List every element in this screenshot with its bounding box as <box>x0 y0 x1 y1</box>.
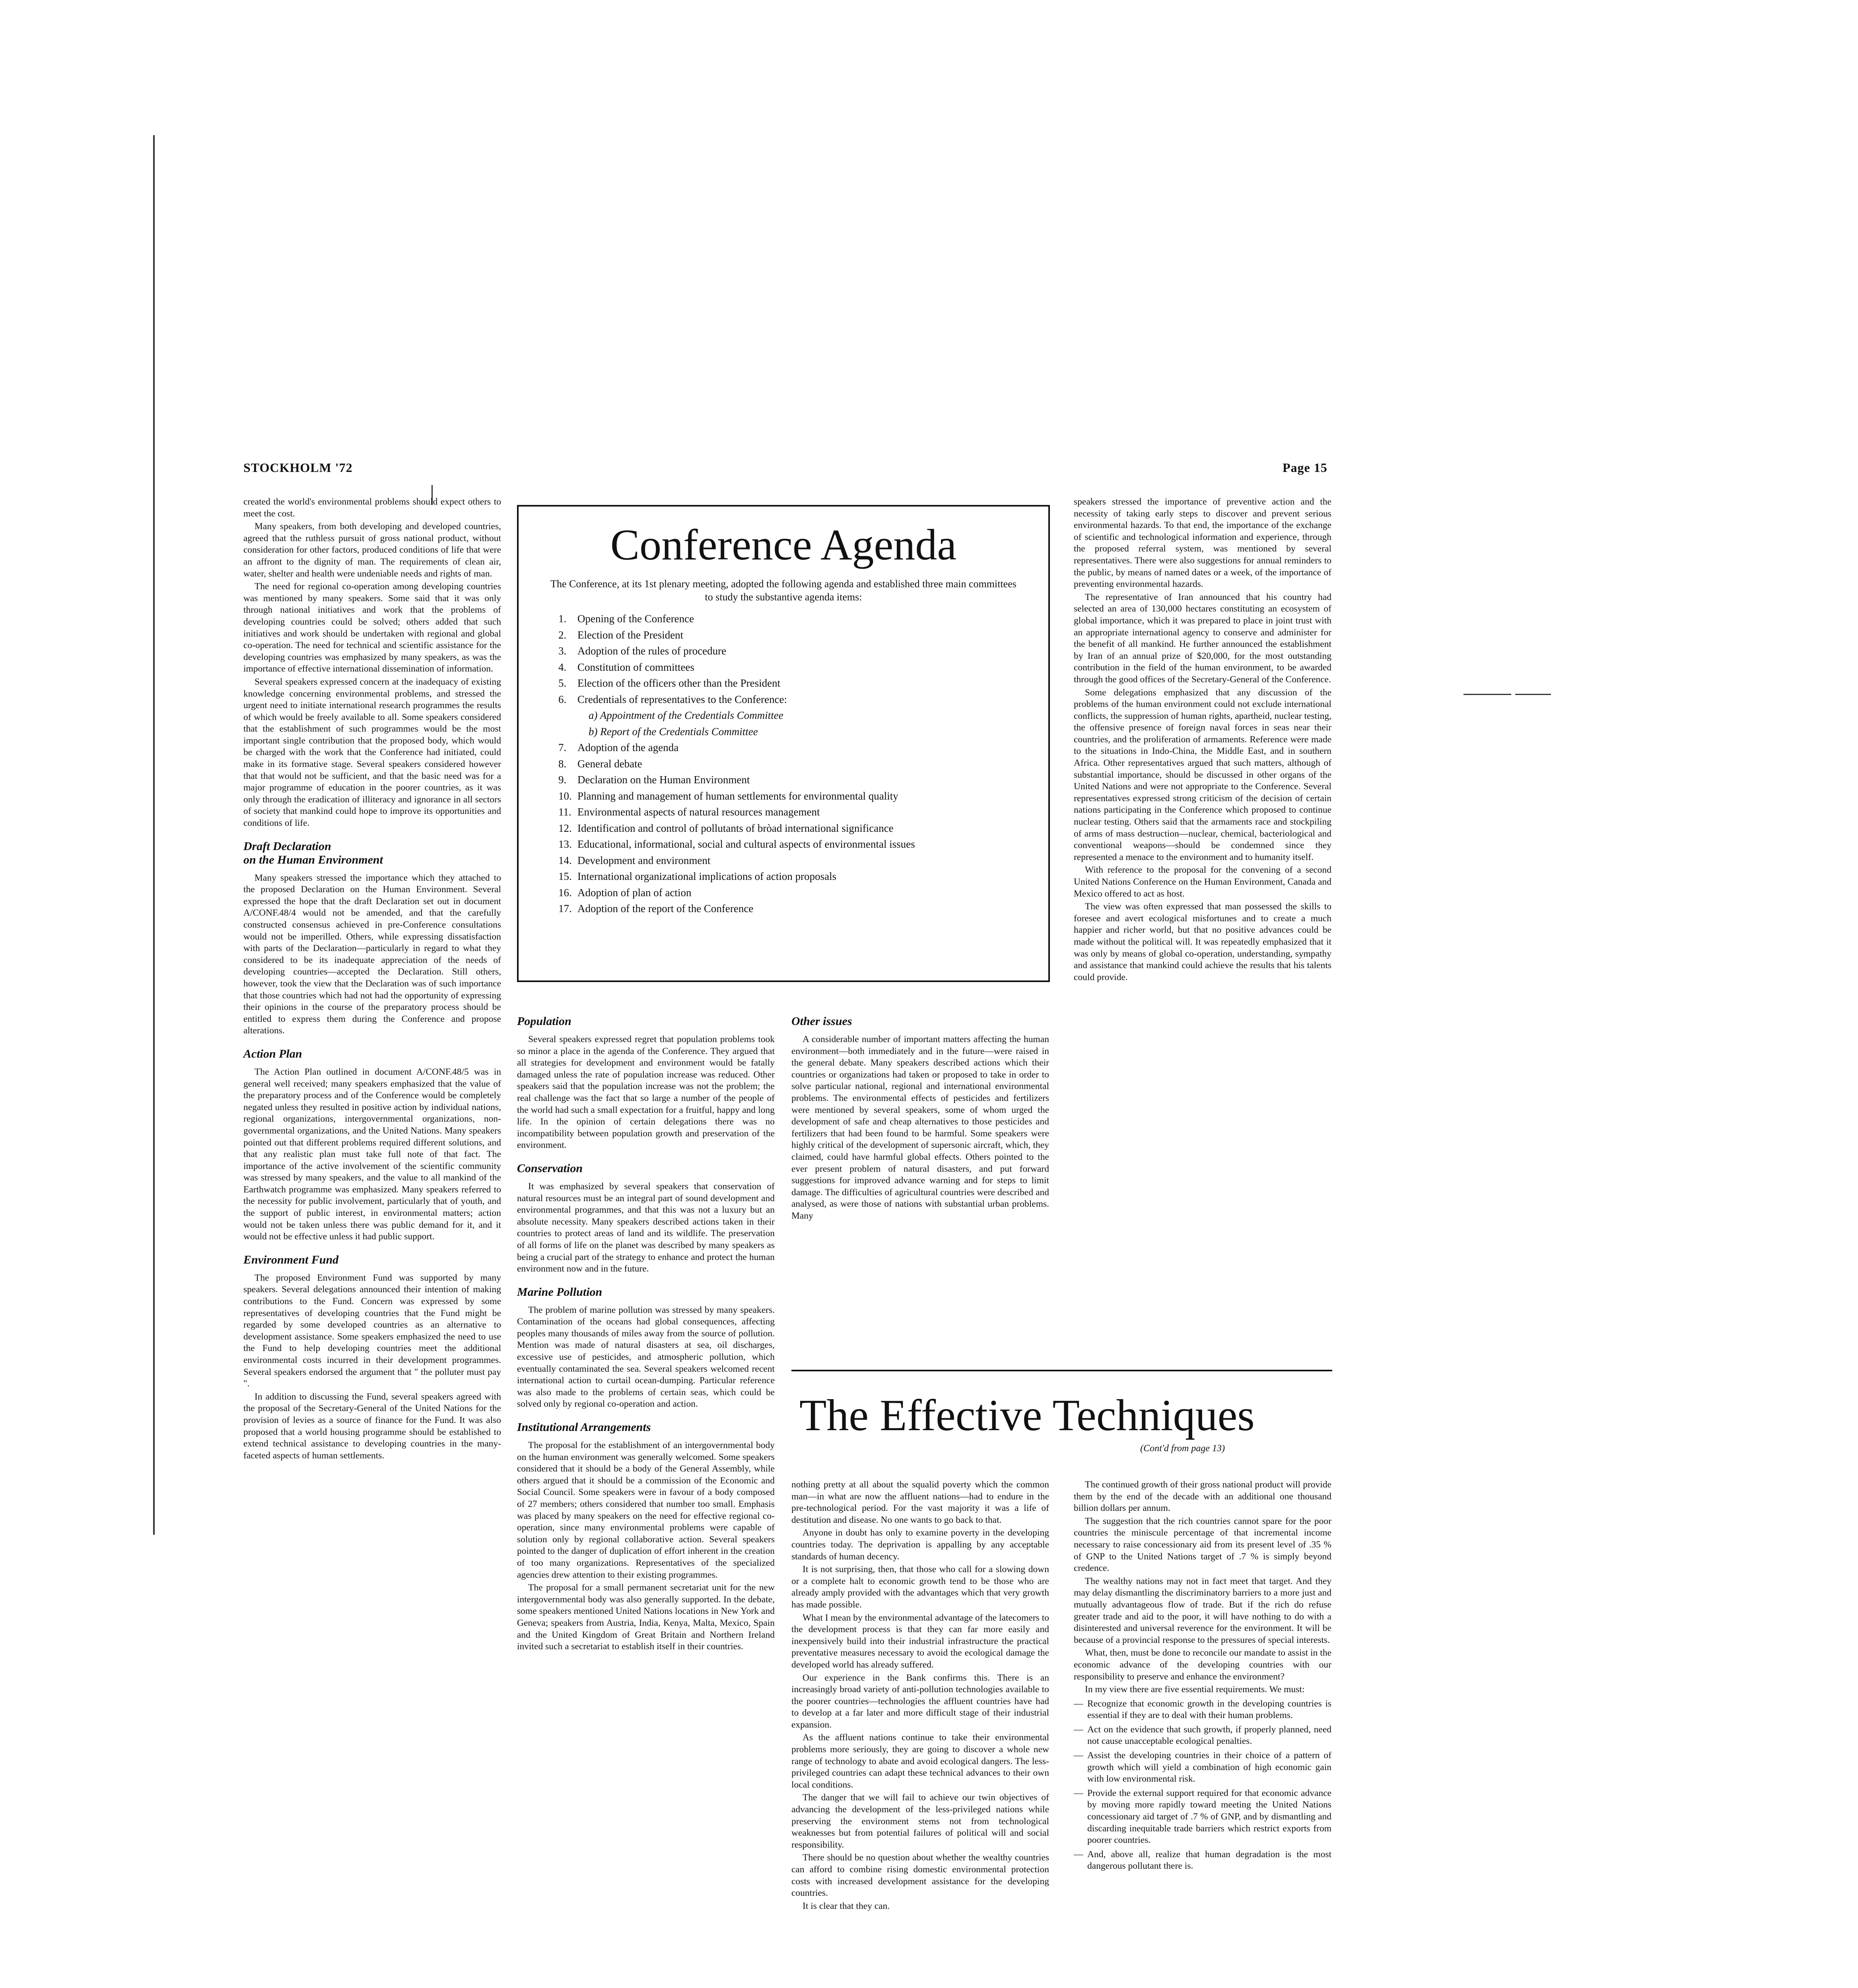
agenda-item: 4. Constitution of committees <box>558 661 694 673</box>
paragraph: The proposal for the establishment of an intergovernmental body on the human environment was generally welcomed. Some speakers considered that it should be a body of the General Assembly, while others argued that it should be a commission of the Economic and Social Council. Some speakers were in favour of a body composed of 27 members; others considered that number too small. Emphasis was placed by many speakers on the need for effective regional co-operation, since many environmental problems were capable of solution only by regional collaborative action. Several speakers pointed to the danger of duplication of effort inherent in the creation of too many organizations. Representatives of the specialized agencies drew attention to their existing programmes. <box>517 1440 775 1580</box>
heading-line: Draft Declaration <box>243 839 331 853</box>
paragraph: In my view there are five essential requirements. We must: <box>1085 1684 1305 1695</box>
paragraph: What I mean by the environmental advantage of the latecomers to the development process is that they can far more easily and inexpensively build into their industrial infrastructure the practical preventative measures necessary to avoid the ecological damage the developed world has already suffered. <box>791 1612 1049 1670</box>
agenda-subitem: b) Report of the Credentials Committee <box>589 725 758 738</box>
paragraph: There should be no question about whether the wealthy countries can afford to combine rising domestic environmental protection costs with increased development assistance for the developing countries. <box>791 1852 1049 1899</box>
section-heading-action-plan: Action Plan <box>243 1047 302 1060</box>
agenda-item: 15. International organizational implications of action proposals <box>558 870 837 882</box>
paragraph: With reference to the proposal for the convening of a second United Nations Conference on the Human Environment, Canada and Mexico offered to act as host. <box>1074 865 1331 899</box>
requirement-item: — Recognize that economic growth in the developing countries is essential if they are to deal with their human problems. <box>1074 1698 1331 1721</box>
paragraph: The suggestion that the rich countries cannot spare for the poor countries the miniscule percentage of that incremental income necessary to raise concessionary aid from its present level of .35 % of GNP to the United Nations target of .7 % is simply beyond credence. <box>1074 1516 1331 1574</box>
agenda-item: 12. Identification and control of pollutants of bròad international significance <box>558 822 894 834</box>
requirement-item: — Act on the evidence that such growth, if properly planned, need not cause unacceptable ecological penalties. <box>1074 1724 1331 1747</box>
section-heading-institutional-arrangements: Institutional Arrangements <box>517 1421 651 1434</box>
requirement-item: — And, above all, realize that human degradation is the most dangerous pollutant there is. <box>1074 1849 1331 1872</box>
agenda-intro: The Conference, at its 1st plenary meeting, adopted the following agenda and established three main committees to study the substantive agenda items: <box>550 578 1016 603</box>
paragraph: In addition to discussing the Fund, several speakers agreed with the proposal of the Secretary-General of the United Nations for the provision of levies as a source of finance for the Fund. It was also proposed that a world housing programme should be established to extend technical assistance to developing countries in the many-faceted aspects of human settlements. <box>243 1391 501 1461</box>
paragraph: Several speakers expressed concern at the inadequacy of existing knowledge concerning environmental problems, and stressed the urgent need to initiate international research programmes the results of which would be freely available to all. Some speakers considered that the establishment of such programmes would be the most important single contribution that the proposed body, which would be charged with the work that the Conference had initiated, could make in its formative stage. Several speakers considered however that that would not be sufficient, and that the basic need was for a major programme of education in the poorer countries, as it was only through the eradication of illiteracy and ignorance in all sectors of society that mankind could hope to improve its opportunities and conditions of life. <box>243 676 501 829</box>
running-head-left: STOCKHOLM '72 <box>243 460 353 475</box>
paragraph: What, then, must be done to reconcile our mandate to assist in the economic advance of the developing countries with our responsibility to preserve and enhance the environment? <box>1074 1648 1331 1682</box>
agenda-item: 17. Adoption of the report of the Conference <box>558 903 754 914</box>
section-heading-environment-fund: Environment Fund <box>243 1253 339 1266</box>
section-heading-population: Population <box>517 1015 571 1028</box>
agenda-item: 1. Opening of the Conference <box>558 613 694 625</box>
paragraph: speakers stressed the importance of preventive action and the necessity of taking early steps to discover and prevent serious environmental hazards. To that end, the importance of the exchange of scientific and technological information and experience, through the proposed referral system, was mentioned by several representatives. There were also suggestions for annual reminders to the public, by means of named dates or a week, of the importance of preventing environmental hazards. <box>1074 497 1331 590</box>
paragraph: The representative of Iran announced that his country had selected an area of 130,000 hectares constituting an ecosystem of global importance, which it was prepared to place in joint trust with an appropriate international agency to conserve and administer for the benefit of all mankind. He further announced the establishment by Iran of an annual prize of $20,000, for the most outstanding contribution in the field of the human environment, to be awarded through the good offices of the Secretary-General of the Conference. <box>1074 592 1331 685</box>
paragraph: The Action Plan outlined in document A/CONF.48/5 was in general well received; many speakers emphasized that the value of the preparatory process and of the Conference would be completely negated unless they resulted in positive action by individual nations, regional organizations, intergovernmental organizations, non-governmental organizations, and the United Nations. Many speakers pointed out that different problems required different solutions, and that any realistic plan must take full note of that fact. The importance of the active involvement of the scientific community was stressed by many speakers, and the value to all mankind of the Earthwatch programme was emphasized. Many speakers referred to the necessity for public involvement, particularly that of youth, and the support of public interest, in environmental matters; action would not be taken unless there was public demand for it, and it would not be effective unless it had public support. <box>243 1066 501 1242</box>
agenda-item: 14. Development and environment <box>558 854 711 866</box>
section-rule <box>791 1370 1332 1371</box>
paragraph: It is not surprising, then, that those who call for a slowing down or a complete halt to economic growth tend to be those who are already amply provided with the advantages which that very growth has made possible. <box>791 1564 1049 1610</box>
page-number: Page 15 <box>1283 460 1327 475</box>
conference-agenda-box <box>517 505 1050 982</box>
paragraph: Anyone in doubt has only to examine poverty in the developing countries today. The deprivation is appalling by any acceptable standards of human decency. <box>791 1528 1049 1562</box>
column-1 <box>243 496 501 1463</box>
agenda-subitem: a) Appointment of the Credentials Committee <box>589 709 783 721</box>
paragraph: It is clear that they can. <box>803 1901 890 1911</box>
agenda-list <box>558 611 1032 917</box>
agenda-title: Conference Agenda <box>610 520 957 569</box>
paragraph: Some delegations emphasized that any discussion of the problems of the human environment could not exclude international conflicts, the suppression of human rights, apartheid, nuclear testing, the offensive presence of foreign naval forces in seas near their countries, and the proliferation of armaments. Reference were made to the situations in Indo-China, the Middle East, and in southern Africa. Other representatives argued that such matters, although of substantial importance, should be discussed in other organs of the United Nations and were not appropriate to the Conference. Several representatives expressed strong criticism of the decision of certain nations participating in the Conference which proposed to continue nuclear testing. Others said that the armaments race and stockpiling of arms of mass destruction—nuclear, chemical, bacteriological and conventional weapons—should be condemned since they represented a menace to the environment and to humanity itself. <box>1074 687 1331 862</box>
paragraph: The problem of marine pollution was stressed by many speakers. Contamination of the oceans had global consequences, affecting peoples many thousands of miles away from the source of pollution. Mention was made of natural disasters at sea, oil discharges, excessive use of pesticides, and atmospheric pollution, which eventually contaminated the sea. Several speakers welcomed recent international action to curtail ocean-dumping. Particular reference was also made to the problems of certain seas, which could be solved only by regional co-operation and action. <box>517 1305 775 1409</box>
agenda-item: 6. Credentials of representatives to the Conference: a) Appointment of the Credentials Committee b) Report of the Credentials Committee <box>558 691 1032 740</box>
paragraph: The view was often expressed that man possessed the skills to foresee and avert ecological misfortunes and to create a much happier and richer world, but that no positive advances could be made without the political will. It was repeatedly emphasized that it was only by means of global co-operation, understanding, sympathy and assistance that mankind could achieve the results that his talents could provide. <box>1074 901 1331 982</box>
heading-line: on the Human Environment <box>243 853 383 866</box>
column-2 <box>517 1010 775 1654</box>
paragraph: The proposal for a small permanent secretariat unit for the new intergovernmental body was also generally supported. In the debate, some speakers mentioned United Nations locations in New York and Geneva; speakers from Austria, India, Kenya, Malta, Mexico, Spain and the United Kingdom of Great Britain and Northern Ireland invited such a secretariat to establish itself in their countries. <box>517 1582 775 1652</box>
paragraph: Many speakers, from both developing and developed countries, agreed that the ruthless pursuit of gross national product, without consideration for other factors, produced conditions of life that were an affront to the dignity of man. The requirements of clean air, water, shelter and health were undeniable needs and rights of man. <box>243 521 501 579</box>
agenda-item: 7. Adoption of the agenda <box>558 742 679 753</box>
column-3 <box>791 1010 1049 1223</box>
section-heading-marine-pollution: Marine Pollution <box>517 1285 602 1299</box>
paragraph: The proposed Environment Fund was supported by many speakers. Several delegations announced their intention of making contributions to the Fund. Concern was expressed by some representatives of developing countries that the Fund might be regarded by some developed countries as an alternative to development assistance. Some speakers emphasized the need to use the Fund to help developing countries meet the additional environmental costs incurred in their development programmes. Several speakers endorsed the argument that " the polluter must pay ". <box>243 1272 501 1389</box>
paragraph: The danger that we will fail to achieve our twin objectives of advancing the development of the less-privileged nations while preserving the environment stems not from technological weaknesses but from potential failures of political will and social responsibility. <box>791 1792 1049 1850</box>
agenda-item: 8. General debate <box>558 757 642 770</box>
agenda-item: 9. Declaration on the Human Environment <box>558 774 750 786</box>
effective-techniques-title: The Effective Techniques <box>799 1391 1255 1440</box>
paragraph: The wealthy nations may not in fact meet that target. And they may delay dismantling the discriminatory barriers to a more just and mutually advantageous flow of trade. But if the rich do refuse greater trade and aid to the poor, it will have nothing to do with a disinterested and universal reverence for the environment. It will be because of a provincial response to the pressures of special interests. <box>1074 1576 1331 1645</box>
agenda-item: 10. Planning and management of human settlements for environmental quality <box>558 790 898 802</box>
requirement-item: — Assist the developing countries in their choice of a pattern of growth which will yield a combination of high economic gain with low environmental risk. <box>1074 1750 1331 1784</box>
section-heading-other-issues: Other issues <box>791 1015 852 1028</box>
paragraph: A considerable number of important matters affecting the human environment—both immediately and in the future—were raised in the general debate. Many speakers described actions which their countries or organizations had taken or proposed to take in order to solve particular national, regional and international environmental problems. The environmental effects of pesticides and fertilizers were mentioned by several speakers, some of whom urged the development of safe and cheap alternatives to those pesticides and fertilizers that had been found to be harmful. Some speakers were highly critical of the development of supersonic aircraft, which, they claimed, could have harmful global effects. Others pointed to the ever present problem of natural disasters, and put forward suggestions for improved advance warning and for steps to limit damage. The difficulties of agricultural countries were described and analysed, as were those of nations with substantial urban problems. Many <box>791 1034 1049 1221</box>
paragraph: Our experience in the Bank confirms this. There is an increasingly broad variety of anti-pollution technologies available to the poorer countries—technologies the affluent countries have had to develop at a far later and more difficult stage of their industrial expansion. <box>791 1672 1049 1730</box>
section-heading-draft-declaration <box>243 840 501 867</box>
paragraph: It was emphasized by several speakers that conservation of natural resources must be an integral part of sound development and environmental programmes, and that this was not a luxury but an absolute necessity. Many speakers described actions taken in their countries to protect areas of land and its wildlife. The preservation of all forms of life on the planet was described by many speakers as being a crucial part of the strategy to enhance and protect the human environment now and in the future. <box>517 1181 775 1274</box>
agenda-item: 11. Environmental aspects of natural resources management <box>558 806 820 818</box>
section-heading-conservation: Conservation <box>517 1161 583 1175</box>
continued-note: (Cont'd from page 13) <box>1140 1443 1225 1454</box>
scan-margin-line <box>153 135 155 1535</box>
column-4 <box>1074 496 1331 984</box>
paragraph: Several speakers expressed regret that population problems took so minor a place in the agenda of the Conference. They argued that all strategies for development and environment would be fatally damaged unless the rate of population increase was reduced. Other speakers said that the population increase was not the problem; the real challenge was the fact that so large a number of the people of the world had such a small expectation for a fruitful, happy and long life. In the opinion of certain delegations there was no incompatibility between population growth and preservation of the environment. <box>517 1034 775 1151</box>
agenda-item: 13. Educational, informational, social and cultural aspects of environmental issues <box>558 838 915 850</box>
paragraph: created the world's environmental problems should expect others to meet the cost. <box>243 497 501 519</box>
agenda-item: 16. Adoption of plan of action <box>558 886 692 899</box>
agenda-item: 3. Adoption of the rules of procedure <box>558 645 727 657</box>
paragraph: The need for regional co-operation among developing countries was mentioned by many speakers. Some said that it was only through national initiatives and work that the problems of developing countries could be solved; others added that such initiatives and work should be undertaken with regional and global co-operation. The need for technical and scientific assistance for the developing countries was emphasized by many speakers, as was the importance of effective international dissemination of information. <box>243 581 501 674</box>
paragraph: As the affluent nations continue to take their environmental problems more seriously, they are going to discover a whole new range of technology to abate and avoid ecological dangers. The less-privileged countries can adapt these technical advances to their own local conditions. <box>791 1732 1049 1790</box>
agenda-item: 5. Election of the officers other than the President <box>558 677 781 689</box>
requirement-item: — Provide the external support required for that economic advance by moving more rapidly toward meeting the United Nations concessionary aid target of .7 % of GNP, and by dismantling and discarding inequitable trade barriers which restrict exports from poorer countries. <box>1074 1788 1331 1846</box>
paragraph: The continued growth of their gross national product will provide them by the end of the decade with an additional one thousand billion dollars per annum. <box>1074 1479 1331 1514</box>
paragraph: Many speakers stressed the importance which they attached to the proposed Declaration on the Human Environment. Several expressed the hope that the draft Declaration set out in document A/CONF.48/4 would not be amended, and that the carefully constructed consensus achieved in pre-Conference consultations would not be imperilled. Others, while expressing dissatisfaction with parts of the Declaration—particularly in regard to what they considered to be its inadequate appreciation of the needs of developing countries—accepted the Declaration. Still others, however, took the view that the Declaration was of such importance that those countries which had not had the opportunity of expressing their opinions in the course of the preparatory process should be entitled to express them during the Conference and propose alterations. <box>243 872 501 1036</box>
scan-mark <box>1515 694 1551 695</box>
scan-mark <box>1463 694 1511 695</box>
effective-column-left <box>791 1479 1049 1913</box>
effective-column-right <box>1074 1479 1331 1875</box>
paragraph: nothing pretty at all about the squalid poverty which the common man—in what are now the affluent nations—had to endure in the pre-technological period. For the vast majority it was a life of destitution and disease. No one wants to go back to that. <box>791 1479 1049 1525</box>
agenda-item: 2. Election of the President <box>558 629 684 641</box>
